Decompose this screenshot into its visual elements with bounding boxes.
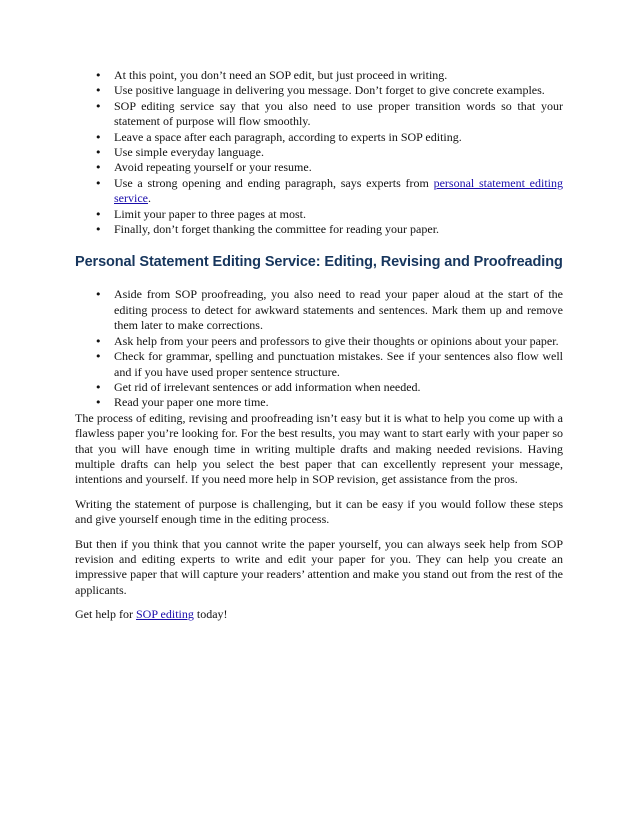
paragraph: Writing the statement of purpose is challenging, but it can be easy if you would follow these steps and give yourself enough time in the editing process.: [75, 496, 563, 527]
tips-list: [75, 68, 563, 237]
list-item: • Check for grammar, spelling and punctuation mistakes. See if your sentences also flow well and if you have used proper sentence structure.: [98, 349, 563, 380]
list-item: • Leave a space after each paragraph, according to experts in SOP editing.: [98, 130, 563, 145]
list-item: • Use simple everyday language.: [98, 145, 563, 160]
list-item: • Read your paper one more time.: [98, 395, 563, 410]
editing-steps-list: [75, 287, 563, 410]
closing-text: today!: [193, 607, 228, 622]
paragraph: But then if you think that you cannot write the paper yourself, you can always seek help from SOP revision and editing experts to write and edit your paper for you. They can help you create an impressive paper that will capture your readers’ attention and make you stand out from the rest of the applicants.: [75, 536, 563, 597]
personal-statement-editing-service-link[interactable]: personal statement editing service: [114, 175, 564, 206]
list-item: • Limit your paper to three pages at most.: [98, 207, 563, 222]
list-item: • Ask help from your peers and professors to give their thoughts or opinions about your paper.: [98, 334, 563, 349]
closing-paragraph: [75, 607, 563, 622]
list-item: • Use positive language in delivering you message. Don’t forget to give concrete examples.: [98, 83, 563, 98]
list-item: • Avoid repeating yourself or your resume.: [98, 160, 563, 175]
paragraph: The process of editing, revising and proofreading isn’t easy but it is what to help you come up with a flawless paper you’re looking for. For the best results, you may want to start early with your paper so that you will have enough time in writing multiple drafts and making needed revisions. Having multiple drafts can help you select the best paper that can excellently represent your message, intentions and yourself. If you need more help in SOP revision, get assistance from the pros.: [75, 410, 563, 487]
list-item-text: Use a strong opening and ending paragraph, says experts from: [114, 175, 434, 190]
closing-text: Get help for: [75, 607, 136, 622]
list-item: [98, 176, 563, 207]
list-item-text: .: [147, 191, 151, 206]
section-heading: Personal Statement Editing Service: Editing, Revising and Proofreading: [75, 254, 563, 271]
list-item: • SOP editing service say that you also need to use proper transition words so that your statement of purpose will flow smoothly.: [98, 99, 563, 130]
list-item: • Finally, don’t forget thanking the committee for reading your paper.: [98, 222, 563, 237]
list-item: • At this point, you don’t need an SOP edit, but just proceed in writing.: [98, 68, 563, 83]
list-item: • Aside from SOP proofreading, you also need to read your paper aloud at the start of the editing process to detect for awkward statements and sentences. Mark them up and remove them later to make corrections.: [98, 287, 563, 333]
sop-editing-link[interactable]: SOP editing: [135, 607, 194, 622]
list-item: • Get rid of irrelevant sentences or add information when needed.: [98, 380, 563, 395]
